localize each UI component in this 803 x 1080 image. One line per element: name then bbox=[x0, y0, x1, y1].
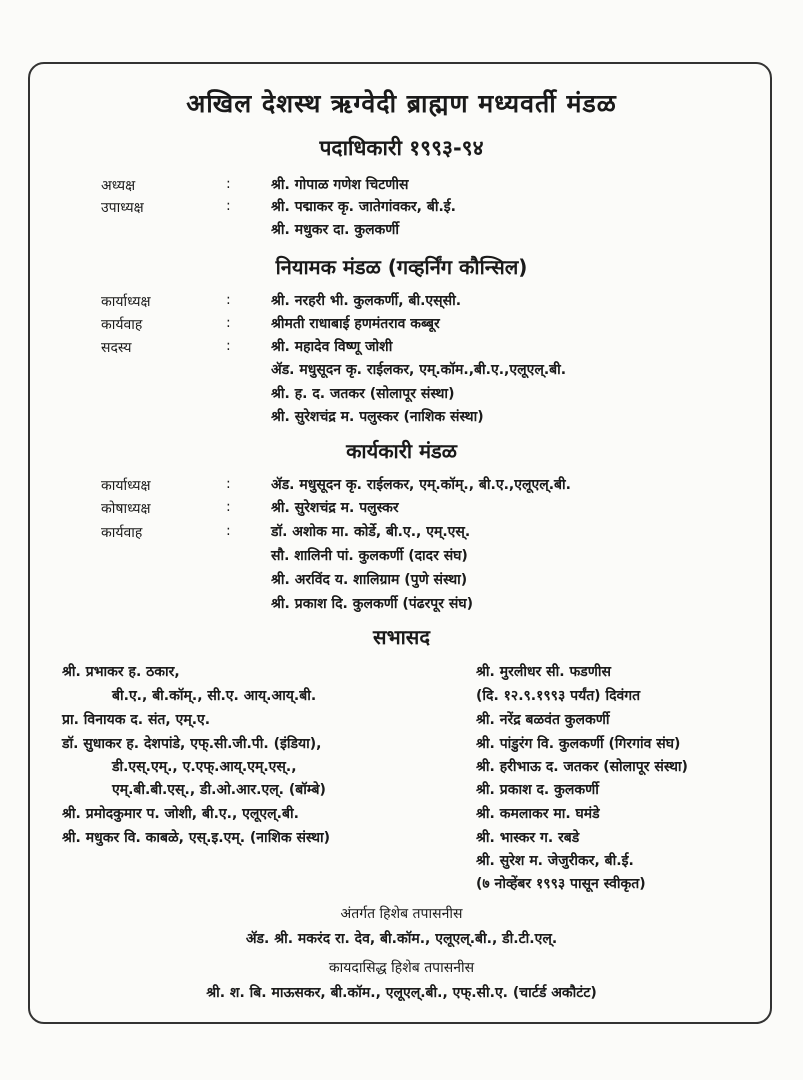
role-chairman: कार्याध्यक्ष bbox=[101, 294, 151, 310]
council-secretary-name: श्रीमती राधाबाई हणमंतराव कब्बूर bbox=[271, 316, 440, 332]
member-left: डी.एस्‌.एम्‌., ए.एफ्‌.आय्‌.एम्‌.एस्‌., bbox=[112, 759, 297, 775]
role-president: अध्यक्ष bbox=[101, 178, 136, 194]
member-right: (दि. १२.९.१९९३ पर्यंत) दिवंगत bbox=[476, 688, 641, 704]
president-name: श्री. गोपाळ गणेश चिटणीस bbox=[271, 177, 409, 193]
statutory-auditor-label: कायदासिद्ध हिशेब तपासनीस bbox=[328, 960, 475, 976]
internal-auditor-name: ॲड. श्री. मकरंद रा. देव, बी.कॉम., एलूएल्‌.बी., डी.टी.एल्‌. bbox=[245, 931, 558, 947]
member-left: प्रा. विनायक द. संत, एम्‌.ए. bbox=[62, 712, 211, 728]
member-left: श्री. मधुकर वि. काबळे, एस्‌.इ.एम्‌. (नाशिक संस्था) bbox=[62, 830, 331, 846]
member-left: बी.ए., बी.कॉम्‌., सी.ए. आय्‌.आय्‌.बी. bbox=[112, 688, 317, 704]
executive-secretary-name: सौ. शालिनी पां. कुलकर्णी (दादर संघ) bbox=[271, 548, 468, 564]
role-member: सदस्य bbox=[101, 340, 132, 356]
member-right: श्री. कमलाकर मा. घमंडे bbox=[476, 806, 600, 822]
colon: : bbox=[226, 198, 231, 214]
role-secretary: कार्यवाह bbox=[101, 525, 143, 541]
vice-president-name: श्री. मधुकर दा. कुलकर्णी bbox=[271, 222, 400, 238]
member-right: श्री. भास्कर ग. रबडे bbox=[476, 830, 580, 846]
member-right: श्री. नरेंद्र बळवंत कुलकर्णी bbox=[476, 712, 610, 728]
colon: : bbox=[226, 176, 231, 192]
member-right: श्री. सुरेश म. जेजुरीकर, बी.ई. bbox=[476, 853, 634, 869]
role-treasurer: कोषाध्यक्ष bbox=[101, 501, 151, 517]
vice-president-name: श्री. पद्माकर कृ. जातेगांवकर, बी.ई. bbox=[271, 199, 456, 215]
colon: : bbox=[226, 338, 231, 354]
page-title: अखिल देशस्थ ऋग्वेदी ब्राह्मण मध्यवर्ती मंडळ bbox=[186, 89, 617, 118]
executive-treasurer-name: श्री. सुरेशचंद्र म. पलुस्कर bbox=[271, 500, 399, 516]
executive-secretary-name: डॉ. अशोक मा. कोर्डे, बी.ए., एम्‌.एस्‌. bbox=[271, 524, 471, 540]
council-member-name: श्री. ह. द. जतकर (सोलापूर संस्था) bbox=[271, 386, 455, 402]
role-vice-president: उपाध्यक्ष bbox=[101, 200, 144, 216]
member-left: डॉ. सुधाकर ह. देशपांडे, एफ्‌.सी.जी.पी. (इंडिया), bbox=[62, 736, 322, 752]
colon: : bbox=[226, 292, 231, 308]
executive-chairman-name: ॲड. मधुसूदन कृ. राईलकर, एम्‌.कॉम्‌., बी.ए.,एलूएल्‌.बी. bbox=[271, 477, 571, 493]
member-left: श्री. प्रभाकर ह. ठकार, bbox=[62, 664, 180, 680]
council-member-name: श्री. महादेव विष्णू जोशी bbox=[271, 339, 393, 355]
member-right: (७ नोव्हेंबर १९९३ पासून स्वीकृत) bbox=[476, 876, 646, 892]
council-chairman-name: श्री. नरहरी भी. कुलकर्णी, बी.एस्‌सी. bbox=[271, 293, 462, 309]
executive-secretary-name: श्री. अरविंद य. शालिग्राम (पुणे संस्था) bbox=[271, 572, 468, 588]
member-left: श्री. प्रमोदकुमार प. जोशी, बी.ए., एलूएल्‌.बी. bbox=[62, 806, 299, 822]
council-member-name: श्री. सुरेशचंद्र म. पलुस्कर (नाशिक संस्था) bbox=[271, 409, 484, 425]
executive-secretary-name: श्री. प्रकाश दि. कुलकर्णी (पंढरपूर संघ) bbox=[271, 596, 473, 612]
member-right: श्री. हरीभाऊ द. जतकर (सोलापूर संस्था) bbox=[476, 759, 688, 775]
member-right: श्री. पांडुरंग वि. कुलकर्णी (गिरगांव संघ) bbox=[476, 736, 681, 752]
council-member-name: ॲड. मधुसूदन कृ. राईलकर, एम्‌.कॉम.,बी.ए.,एलूएल्‌.बी. bbox=[271, 362, 567, 378]
governing-council-heading: नियामक मंडळ (गव्हर्निंग कौन्सिल) bbox=[275, 255, 528, 279]
role-secretary: कार्यवाह bbox=[101, 317, 143, 333]
colon: : bbox=[226, 499, 231, 515]
executive-heading: कार्यकारी मंडळ bbox=[346, 439, 457, 463]
role-chairman: कार्याध्यक्ष bbox=[101, 478, 151, 494]
member-left: एम्‌.बी.बी.एस्‌., डी.ओ.आर.एल्‌. (बॉम्बे) bbox=[112, 782, 326, 798]
members-heading: सभासद bbox=[373, 625, 430, 649]
page-subtitle: पदाधिकारी १९९३-९४ bbox=[319, 136, 484, 160]
internal-auditor-label: अंतर्गत हिशेब तपासनीस bbox=[340, 906, 463, 922]
member-right: श्री. मुरलीधर सी. फडणीस bbox=[476, 664, 611, 680]
colon: : bbox=[226, 315, 231, 331]
statutory-auditor-name: श्री. श. बि. माऊसकर, बी.कॉम., एलूएल्‌.बी., एफ्‌.सी.ए. (चार्टर्ड अकौटंट) bbox=[206, 985, 597, 1001]
member-right: श्री. प्रकाश द. कुलकर्णी bbox=[476, 782, 599, 798]
colon: : bbox=[226, 523, 231, 539]
colon: : bbox=[226, 476, 231, 492]
